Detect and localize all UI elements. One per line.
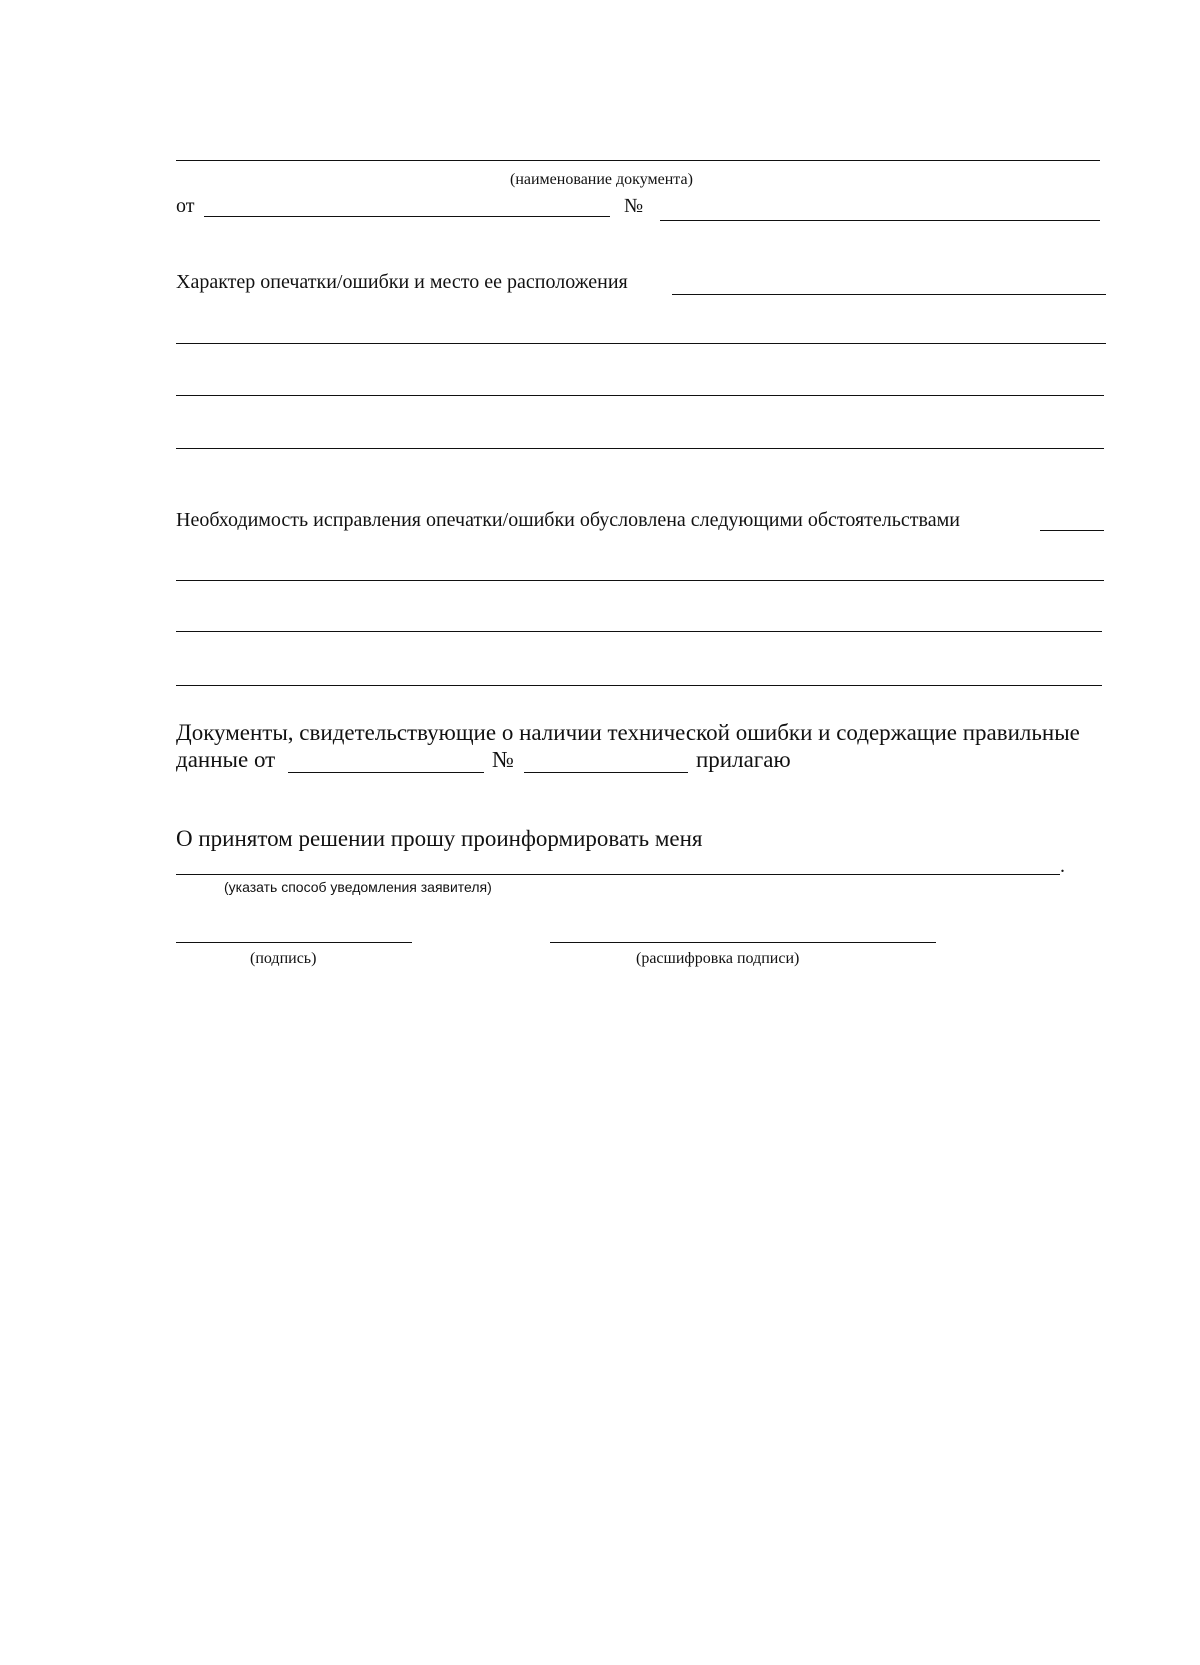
attached-docs-date-field[interactable] xyxy=(288,772,484,773)
notify-end-period: . xyxy=(1060,855,1065,877)
document-date-field[interactable] xyxy=(204,216,610,217)
correction-reason-line-3[interactable] xyxy=(176,631,1102,632)
correction-reason-label: Необходимость исправления опечатки/ошибки обусловлена следующими обстоятельствами xyxy=(176,509,960,531)
error-nature-line-2[interactable] xyxy=(176,343,1106,344)
signature-field[interactable] xyxy=(176,942,412,943)
error-nature-label: Характер опечатки/ошибки и место ее расположения xyxy=(176,271,628,293)
document-name-line[interactable] xyxy=(176,160,1100,161)
attached-docs-attach-word: прилагаю xyxy=(696,747,791,772)
error-nature-line-4[interactable] xyxy=(176,448,1104,449)
error-nature-line-3[interactable] xyxy=(176,395,1104,396)
attached-docs-number-field[interactable] xyxy=(524,772,688,773)
attached-docs-number-sign: № xyxy=(492,747,514,772)
notify-method-field[interactable] xyxy=(176,874,1060,875)
error-nature-field[interactable] xyxy=(672,294,1106,295)
signature-decode-field[interactable] xyxy=(550,942,936,943)
document-name-caption: (наименование документа) xyxy=(510,171,693,188)
correction-reason-line-4[interactable] xyxy=(176,685,1102,686)
number-sign: № xyxy=(624,195,644,217)
correction-reason-field[interactable] xyxy=(1040,530,1104,531)
signature-decode-caption: (расшифровка подписи) xyxy=(636,950,800,967)
attached-docs-line1: Документы, свидетельствующие о наличии технической ошибки и содержащие правильные xyxy=(176,720,1080,745)
notify-caption: (указать способ уведомления заявителя) xyxy=(224,879,492,895)
signature-caption: (подпись) xyxy=(250,950,317,967)
notify-label: О принятом решении прошу проинформировать меня xyxy=(176,826,703,851)
attached-docs-data-from: данные от xyxy=(176,747,276,772)
document-number-field[interactable] xyxy=(660,220,1100,221)
date-prefix: от xyxy=(176,195,195,217)
correction-reason-line-2[interactable] xyxy=(176,580,1104,581)
